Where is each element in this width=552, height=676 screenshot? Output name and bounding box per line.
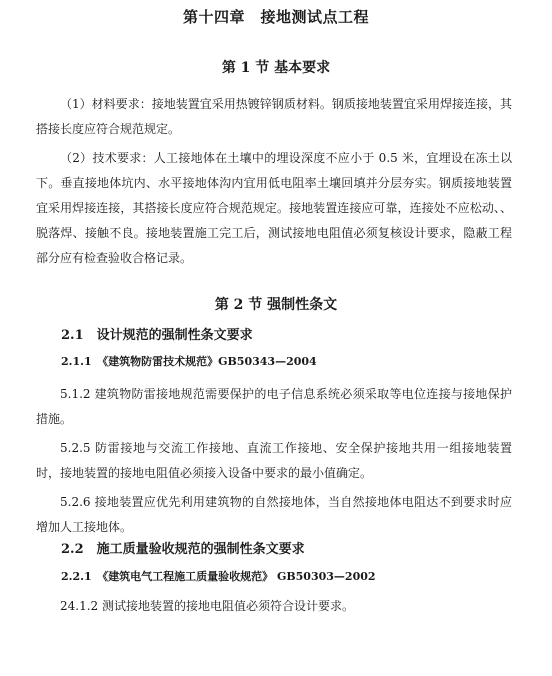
subsection-2-1-1-title: 2.1.1 《建筑物防雷技术规范》GB50343—2004: [61, 355, 317, 368]
section-1-title: 第 1 节 基本要求: [221, 60, 331, 76]
clause-5-2-6: 5.2.6 接地装置应优先利用建筑物的自然接地体，当自然接地体电阻达不到要求时应增加人工接地体。: [36, 495, 512, 534]
subsection-2-2-title: 2.2 施工质量验收规范的强制性条文要求: [61, 542, 305, 557]
section-2-title: 第 2 节 强制性条文: [214, 297, 338, 313]
clause-24-1-2: 24.1.2 测试接地装置的接地电阻值必须符合设计要求。: [60, 599, 354, 613]
section-1-paragraph-materials: （1）材料要求：接地装置宜采用热镀锌钢质材料。钢质接地装置宜采用焊接连接，其搭接长度应符合规范规定。: [36, 97, 512, 136]
subsection-2-2-1-title: 2.2.1 《建筑电气工程施工质量验收规范》 GB50303—2002: [61, 570, 376, 583]
section-1-paragraph-technical: （2）技术要求：人工接地体在土壤中的埋设深度不应小于 0.5 米，宜埋设在冻土以下。垂直接地体坑内、水平接地体沟内宜用低电阻率土壤回填并分层夯实。钢质接地装置宜采用焊接连接，其搭接长度应符合规范规定。接地装置连接应可靠，连接处不应松动、、脱落焊、接触不良。接地装置施工完工后，测试接地电阻值必须复核设计要求，隐蔽工程部分应有检查验收合格记录。: [36, 151, 512, 265]
clause-5-2-5: 5.2.5 防雷接地与交流工作接地、直流工作接地、安全保护接地共用一组接地装置时，接地装置的接地电阻值必须接入设备中要求的最小值确定。: [36, 441, 512, 480]
subsection-2-1-title: 2.1 设计规范的强制性条文要求: [61, 328, 253, 343]
clause-5-1-2: 5.1.2 建筑物防雷接地规范需要保护的电子信息系统必须采取等电位连接与接地保护措施。: [36, 387, 512, 426]
chapter-title: 第十四章 接地测试点工程: [182, 8, 369, 26]
